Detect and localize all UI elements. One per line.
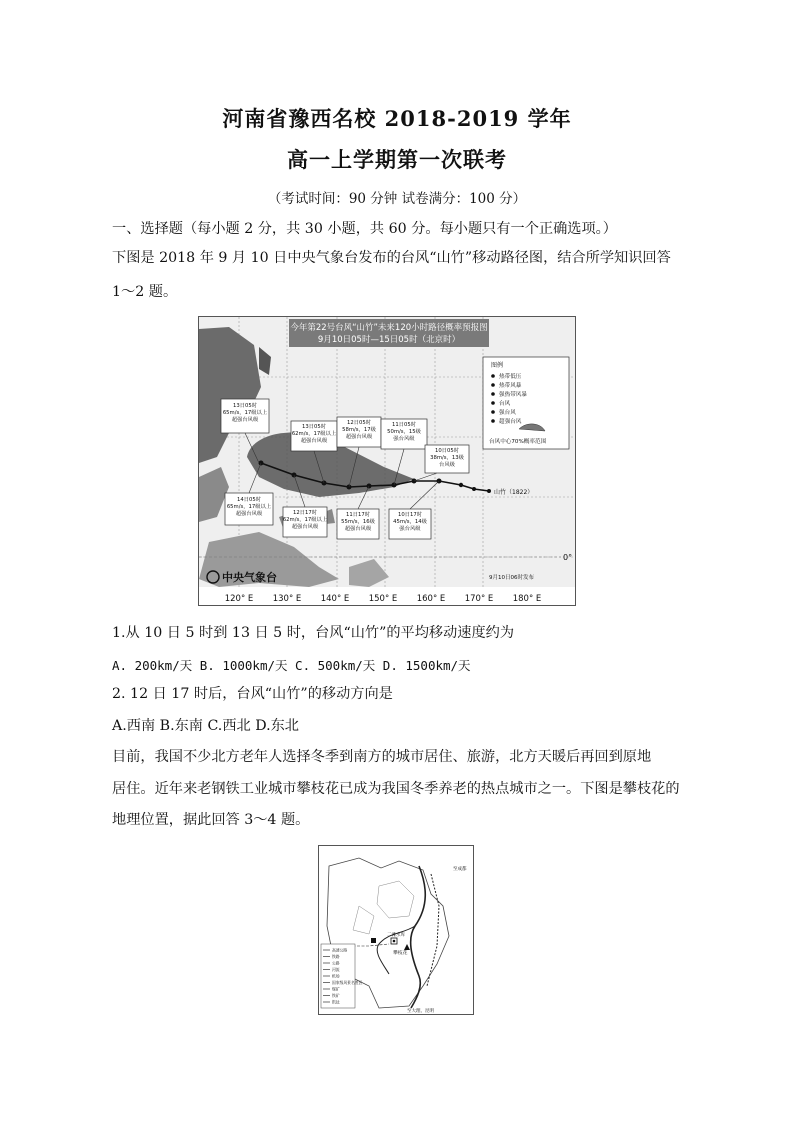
question-intro-line1: 下图是 2018 年 9 月 10 日中央气象台发布的台风“山竹”移动路径图，结合所学知识回答 xyxy=(112,250,671,266)
callout-d10_05: 10日05时 38m/s，13级台风级 xyxy=(430,448,464,468)
legend-title: 图例 xyxy=(491,362,504,369)
pzh-legend-item: 铁矿 xyxy=(332,993,340,998)
document-title-line1: 河南省豫西名校 2018-2019 学年 xyxy=(222,106,572,131)
callout-d11_05: 11日05时 50m/s，15级强台风级 xyxy=(387,422,421,442)
panzhihua-location-map xyxy=(318,845,474,1015)
panzhihua-label: 攀枝花 xyxy=(393,951,408,956)
exam-info: （考试时间：90 分钟 试卷满分：100 分） xyxy=(267,191,527,207)
section-heading: 一、选择题（每小题 2 分，共 30 小题，共 60 分。每小题只有一个正确选项。） xyxy=(112,221,617,237)
logo-text: 中央气象台 xyxy=(222,571,277,584)
callout-d13: 13日05时 65m/s，17级以上超强台风级 xyxy=(222,403,268,423)
question-1-stem: 1.从 10 日 5 时到 13 日 5 时，台风“山竹”的平均移动速度约为 xyxy=(112,625,515,641)
document-title-line2: 高一上学期第一次联考 xyxy=(287,147,507,172)
question-intro-line2: 1～2 题。 xyxy=(112,284,178,300)
callout-d12_17: 12日17时 62m/s，17级以上超强台风级 xyxy=(282,510,328,530)
legend-item: 超强台风 xyxy=(499,419,522,425)
legend-dot-icon xyxy=(491,374,495,378)
pzh-legend-item: 钒钛 xyxy=(332,999,340,1005)
passage-line1: 目前，我国不少北方老年人选择冬季到南方的城市居住、旅游，北方天暖后再回到原地 xyxy=(112,749,652,765)
chengdu-label: 至成都 xyxy=(453,867,467,872)
x-tick-label: 170° E xyxy=(464,594,494,604)
pzh-legend-item: 河流 xyxy=(332,967,340,972)
equator-label: 0° xyxy=(563,553,573,562)
question-2-options: A.西南 B.东南 C.西北 D.东北 xyxy=(112,718,299,734)
callout-d14: 14日05时 65m/s，17级以上超强台风级 xyxy=(226,497,272,517)
callout-d11_17: 11日17时 55m/s，16级超强台风级 xyxy=(341,512,375,532)
x-tick-label: 180° E xyxy=(512,594,542,604)
legend-item: 强台风 xyxy=(499,410,516,416)
callout-d10_17: 10日17时 45m/s，14级强台风级 xyxy=(393,512,427,532)
legend-item: 热带低压 xyxy=(499,374,522,380)
storm-label: 山竹（1822） xyxy=(494,489,534,496)
passage-line3: 地理位置，据此回答 3～4 题。 xyxy=(112,812,310,828)
question-1-options: A. 200km/天 B. 1000km/天 C. 500km/天 D. 1500km/天 xyxy=(112,658,471,673)
passage-line2: 居住。近年来老钢铁工业城市攀枝花已成为我国冬季养老的热点城市之一。下图是攀枝花的 xyxy=(112,781,680,797)
x-tick-label: 150° E xyxy=(368,594,398,604)
x-tick-label: 140° E xyxy=(320,594,350,604)
legend-item: 台风 xyxy=(499,401,511,407)
callout-d13_17: 13日05时 62m/s，17级以上超强台风级 xyxy=(291,424,337,444)
x-tick-label: 160° E xyxy=(416,594,446,604)
callout-d12_05: 12日05时 58m/s，17级超强台风级 xyxy=(342,420,376,440)
ertan-label: 二滩水库 xyxy=(387,933,405,938)
legend-item: 热带风暴 xyxy=(499,383,522,389)
legend-range: 台风中心70%概率范围 xyxy=(489,439,547,445)
legend-dot-icon xyxy=(491,410,495,414)
x-tick-label: 120° E xyxy=(224,594,254,604)
map-title-line2: 9月10日05时—15日05时（北京时） xyxy=(317,335,461,345)
pzh-legend-item: 高速公路 xyxy=(332,947,348,953)
legend-dot-icon xyxy=(491,419,495,423)
pzh-legend-item: 国家级风景名胜区 xyxy=(332,980,363,985)
kunming-label: 至大理、昆明 xyxy=(407,1009,434,1014)
issue-note: 9月10日06时发布 xyxy=(489,575,534,581)
x-tick-label: 130° E xyxy=(272,594,302,604)
question-2-stem: 2. 12 日 17 时后，台风“山竹”的移动方向是 xyxy=(112,686,393,702)
map-title-line1: 今年第22号台风“山竹”未来120小时路径概率预报图 xyxy=(290,323,488,333)
legend-item: 强热带风暴 xyxy=(499,392,527,398)
pzh-legend-item: 煤矿 xyxy=(332,986,340,992)
legend-dot-icon xyxy=(491,383,495,387)
typhoon-track-map xyxy=(198,316,576,606)
pzh-legend-item: 机场 xyxy=(332,973,340,979)
pzh-legend-item: 铁路 xyxy=(332,954,340,959)
pzh-legend-item: 公路 xyxy=(332,960,340,966)
legend-dot-icon xyxy=(491,401,495,405)
legend-dot-icon xyxy=(491,392,495,396)
